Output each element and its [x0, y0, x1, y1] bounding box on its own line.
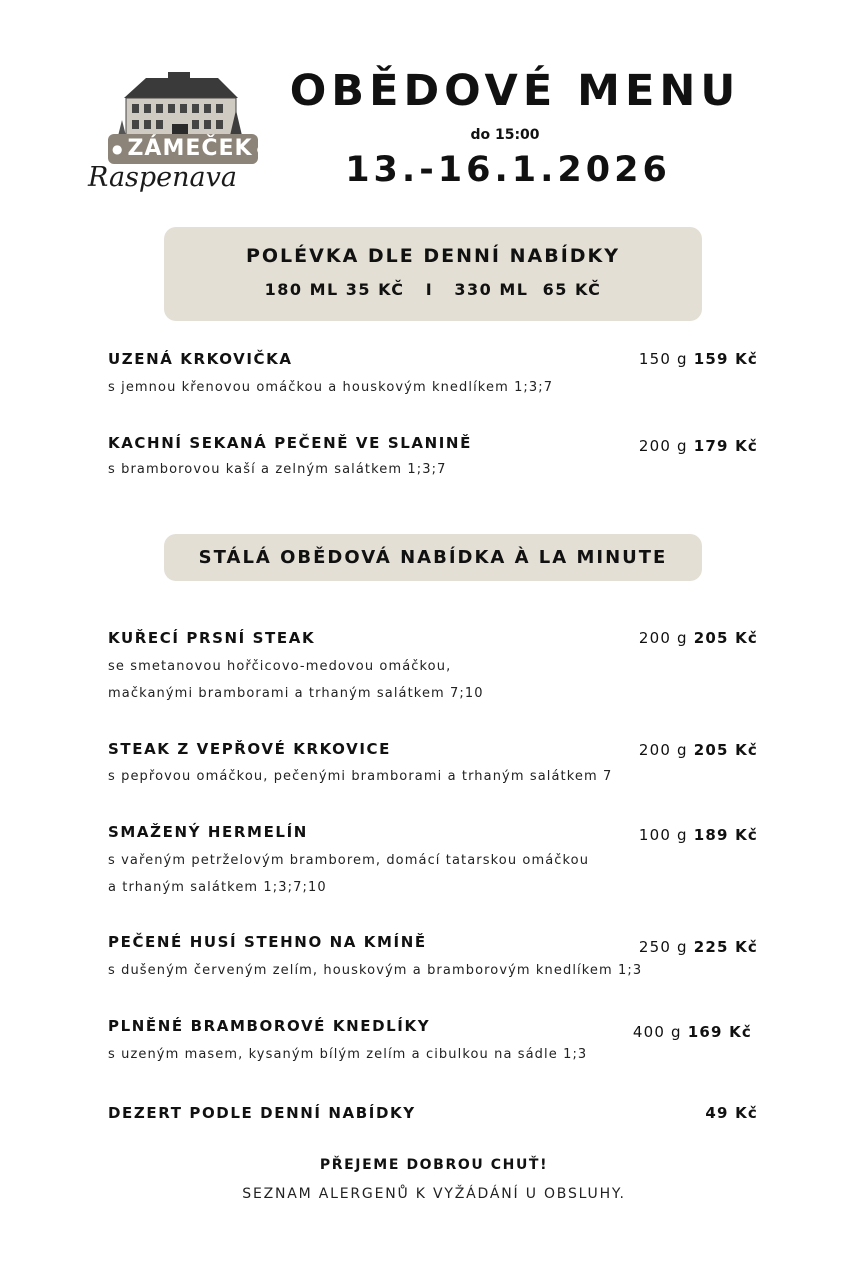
menu-item-name: KACHNÍ SEKANÁ PEČENĚ VE SLANINĚ: [108, 434, 472, 452]
menu-item-name: UZENÁ KRKOVIČKA: [108, 350, 293, 368]
menu-item-price: 189 Kč: [693, 826, 758, 844]
menu-item-name: PLNĚNÉ BRAMBOROVÉ KNEDLÍKY: [108, 1017, 431, 1035]
menu-item-name: KUŘECÍ PRSNÍ STEAK: [108, 629, 316, 647]
menu-item-price-line: [639, 741, 758, 759]
menu-item-price-line: [639, 938, 758, 956]
menu-item-weight: 200 g: [638, 741, 688, 759]
menu-item-name: STEAK Z VEPŘOVÉ KRKOVICE: [108, 740, 391, 758]
menu-item-name: DEZERT PODLE DENNÍ NABÍDKY: [108, 1104, 416, 1122]
menu-item-weight: 250 g: [638, 938, 688, 956]
menu-item-price-line: [639, 437, 758, 455]
menu-item-price: 169 Kč: [687, 1023, 752, 1041]
menu-item-weight: 200 g: [638, 437, 688, 455]
soup-title: POLÉVKA DLE DENNÍ NABÍDKY: [245, 245, 621, 267]
footer-allergen-note: SEZNAM ALERGENŮ K VYŽÁDÁNÍ U OBSLUHY.: [242, 1186, 626, 1202]
menu-item-price-line: [705, 1104, 758, 1122]
logo-nameplate: ● ZÁMEČEK ●: [108, 134, 258, 164]
menu-item-weight: 150 g: [638, 350, 688, 368]
menu-item-description: se smetanovou hořčicovo-medovou omáčkou,: [108, 659, 452, 674]
footer-greeting: PŘEJEME DOBROU CHUŤ!: [319, 1157, 549, 1173]
menu-title: OBĚDOVÉ MENU: [289, 66, 741, 116]
menu-item-price: 179 Kč: [693, 437, 758, 455]
soup-section: [164, 227, 702, 321]
menu-item-description: a trhaným salátkem 1;3;7;10: [108, 880, 327, 895]
menu-item-name: PEČENÉ HUSÍ STEHNO NA KMÍNĚ: [108, 933, 427, 951]
soup-price: 180 ML 35 KČ I 330 ML 65 KČ: [264, 280, 602, 299]
restaurant-logo: [86, 70, 269, 202]
menu-item-name: SMAŽENÝ HERMELÍN: [108, 823, 308, 841]
menu-item-price: 159 Kč: [693, 350, 758, 368]
a-la-minute-title: STÁLÁ OBĚDOVÁ NABÍDKA À LA MINUTE: [198, 547, 668, 568]
menu-item-price-line: [639, 826, 758, 844]
menu-item-weight: 400 g: [632, 1023, 682, 1041]
menu-item-price-line: [639, 629, 758, 647]
menu-item-price: 225 Kč: [693, 938, 758, 956]
a-la-minute-section: [164, 534, 702, 581]
menu-item-weight: 200 g: [638, 629, 688, 647]
menu-item-description: s dušeným červeným zelím, houskovým a bramborovým knedlíkem 1;3: [108, 963, 643, 978]
logo-name: ZÁMEČEK: [127, 136, 253, 161]
menu-item-price: 49 Kč: [705, 1104, 758, 1122]
serving-hours: do 15:00: [470, 127, 540, 143]
menu-item-description: s bramborovou kaší a zelným salátkem 1;3;7: [108, 462, 447, 477]
menu-date: 13.-16.1.2026: [345, 150, 671, 190]
menu-item-price: 205 Kč: [693, 629, 758, 647]
logo-script-text: Raspenava: [88, 162, 238, 193]
menu-item-price: 205 Kč: [693, 741, 758, 759]
menu-item-description: s jemnou křenovou omáčkou a houskovým knedlíkem 1;3;7: [108, 380, 554, 395]
menu-item-price-line: [633, 1023, 752, 1041]
menu-item-description: s uzeným masem, kysaným bílým zelím a cibulkou na sádle 1;3: [108, 1047, 588, 1062]
menu-item-price-line: [639, 350, 758, 368]
menu-item-description: s pepřovou omáčkou, pečenými bramborami a trhaným salátkem 7: [108, 769, 613, 784]
menu-item-description: s vařeným petrželovým bramborem, domácí tatarskou omáčkou: [108, 853, 590, 868]
menu-item-weight: 100 g: [638, 826, 688, 844]
menu-item-description: mačkanými bramborami a trhaným salátkem 7;10: [108, 686, 484, 701]
